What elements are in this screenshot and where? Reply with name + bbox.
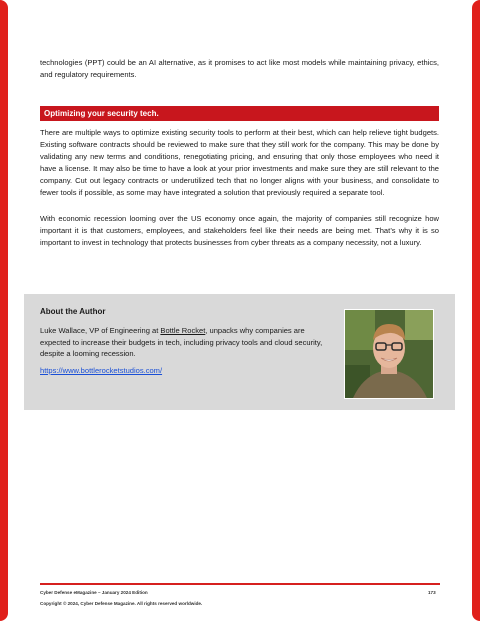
author-bio-prefix: Luke Wallace, VP of Engineering at <box>40 326 161 335</box>
page-number: 173 <box>428 590 436 595</box>
section-heading: Optimizing your security tech. <box>40 106 439 121</box>
footer-divider <box>40 583 440 585</box>
about-author-title: About the Author <box>40 307 106 316</box>
author-website-link[interactable]: https://www.bottlerocketstudios.com/ <box>40 366 163 375</box>
author-bio <box>40 325 335 360</box>
footer-copyright: Copyright © 2024, Cyber Defense Magazine. All rights reserved worldwide. <box>40 601 203 606</box>
footer-edition: Cyber Defense eMagazine – January 2024 Edition <box>40 590 148 595</box>
author-portrait-image <box>345 310 433 398</box>
about-author-box <box>24 294 455 410</box>
author-photo <box>344 309 434 399</box>
author-bio-suffix: , unpacks why companies are expected to increase their budgets in tech, including privacy tools and cloud security, despite a looming recession. <box>40 326 323 358</box>
left-edge-bar <box>0 0 8 621</box>
body-paragraph-1: There are multiple ways to optimize existing security tools to perform at their best, which can help relieve tight budgets. Existing software contracts should be reviewed to make sure that they still work for the company. This may be done by validating any new terms and conditions, renegotiating pricing, and ensuring that only those employees who need it have a license. It may also be time to have a look at your prior investments and make sure they are still relevant to the company. Cut out legacy contracts or underutilized tech that no longer aligns with your business, and consolidate to fewer tools if possible, as some may have integrated a solution that previously required a separate tool. <box>40 128 439 197</box>
intro-paragraph: technologies (PPT) could be an AI alternative, as it promises to act like most models while maintaining privacy, ethics, and regulatory requirements. <box>40 58 439 79</box>
company-name: Bottle Rocket <box>160 326 206 335</box>
body-paragraph-2: With economic recession looming over the US economy once again, the majority of companies still recognize how important it is that customers, employees, and stakeholders feel like their needs are being met. That’s why it is so important to invest in technology that protects businesses from cyber threats as a company necessity, not a luxury. <box>40 214 439 247</box>
right-edge-bar <box>472 0 480 621</box>
